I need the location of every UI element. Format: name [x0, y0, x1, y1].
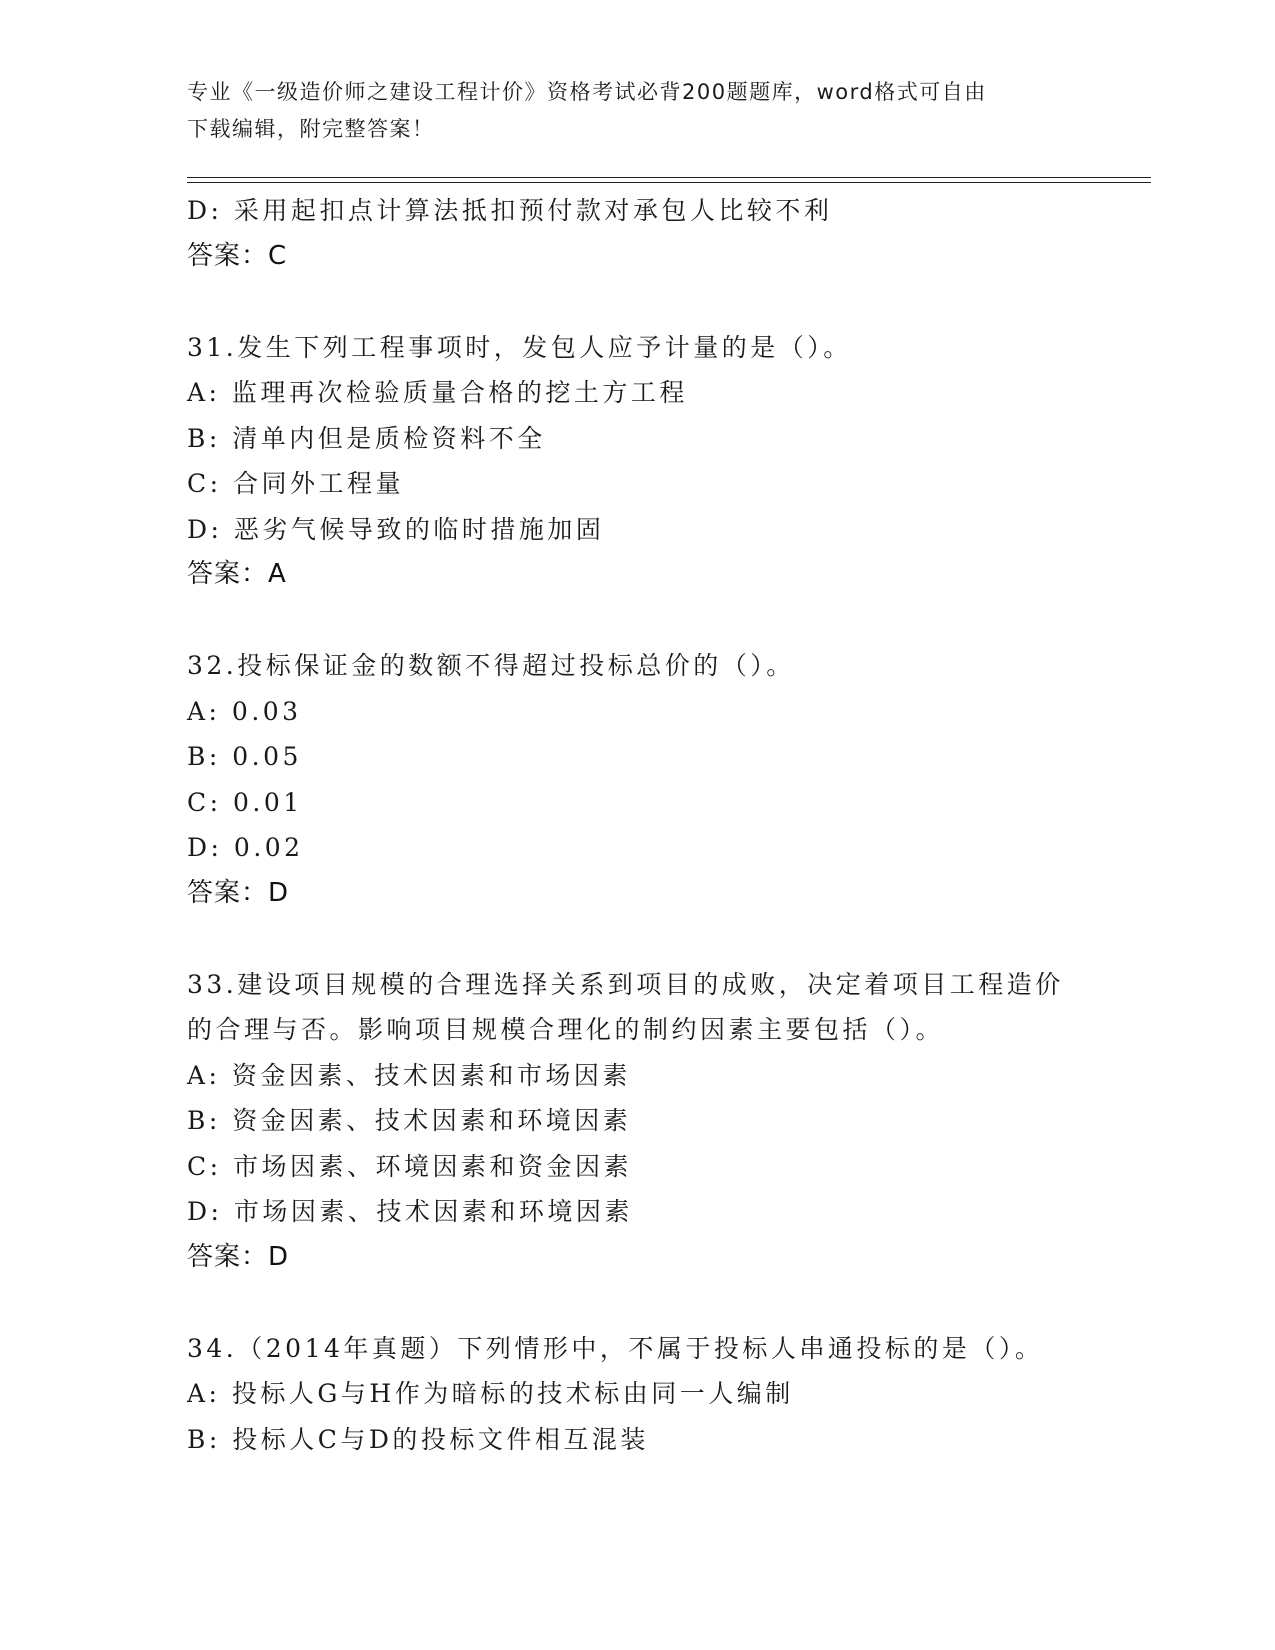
option-b: B: 0.05 [187, 742, 302, 771]
question-31 [187, 325, 1087, 598]
header-rule-bottom [187, 182, 1151, 183]
option-a: A: 资金因素、技术因素和市场因素 [187, 1060, 631, 1090]
option-c: C: 市场因素、环境因素和资金因素 [187, 1151, 632, 1181]
spacer [187, 1280, 1087, 1326]
option-c: C: 0.01 [187, 787, 303, 817]
question-text-line-2: 的合理与否。影响项目规模合理化的制约因素主要包括（）。 [187, 1015, 945, 1044]
answer: 答案：D [187, 877, 290, 908]
prev-answer: 答案：C [187, 240, 288, 271]
option-d: D: 0.02 [187, 833, 304, 862]
question-text-line-1: 33.建设项目规模的合理选择关系到项目的成败，决定着项目工程造价 [187, 969, 1064, 999]
option-b: B: 清单内但是质检资料不全 [187, 423, 546, 453]
option-d: D: 恶劣气候导致的临时措施加固 [187, 514, 605, 544]
question-text: 34.（2014年真题）下列情形中，不属于投标人串通投标的是（）。 [187, 1333, 1044, 1363]
page-header [187, 74, 1067, 148]
spacer [187, 279, 1087, 325]
question-34 [187, 1326, 1087, 1463]
option-a: A: 监理再次检验质量合格的挖土方工程 [187, 378, 688, 407]
header-line-1: 专业《一级造价师之建设工程计价》资格考试必背200题题库，word格式可自由 [187, 80, 987, 104]
answer: 答案：D [187, 1241, 290, 1272]
option-b: B: 资金因素、技术因素和环境因素 [187, 1106, 632, 1135]
question-32 [187, 643, 1087, 916]
option-b: B: 投标人C与D的投标文件相互混装 [187, 1424, 649, 1454]
question-33 [187, 962, 1087, 1281]
header-rule-top [187, 177, 1151, 178]
question-text: 32.投标保证金的数额不得超过投标总价的（）。 [187, 651, 795, 680]
answer: 答案：A [187, 559, 287, 589]
option-a: A: 0.03 [187, 696, 302, 726]
header-line-2: 下载编辑，附完整答案！ [187, 117, 435, 141]
question-content [187, 188, 1087, 1462]
option-d: D: 市场因素、技术因素和环境因素 [187, 1197, 633, 1226]
option-a: A: 投标人G与H作为暗标的技术标由同一人编制 [187, 1379, 794, 1408]
option-c: C: 合同外工程量 [187, 469, 404, 498]
prev-option-d: D: 采用起扣点计算法抵扣预付款对承包人比较不利 [187, 196, 833, 225]
question-text: 31.发生下列工程事项时，发包人应予计量的是（）。 [187, 332, 852, 362]
spacer [187, 598, 1087, 644]
spacer [187, 916, 1087, 962]
